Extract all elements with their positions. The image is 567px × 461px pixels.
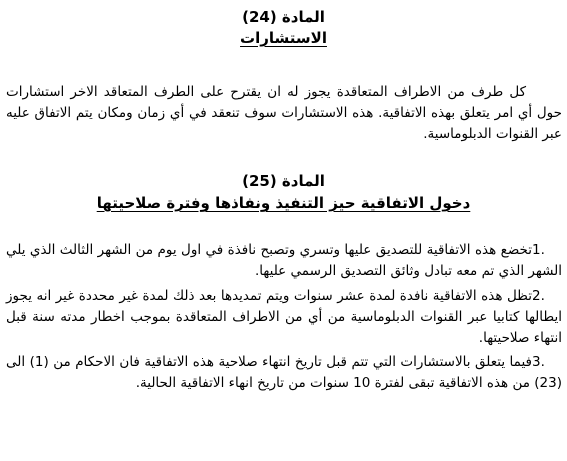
- article-25-item-1: [6, 240, 562, 282]
- item-3-text: فيما يتعلق بالاستشارات التي تتم قبل تاريخ انتهاء صلاحية هذه الاتفاقية فان الاحكام من (1) الى (23) من هذه الاتفاقية تبقى لفترة 10 سنوات من تاريخ انهاء الاتفاقية الحالية.: [6, 354, 562, 391]
- item-3-number: 3.: [532, 354, 545, 370]
- article-24-body-text: كل طرف من الاطراف المتعاقدة يجوز له ان يقترح على الطرف المتعاقد الاخر استشارات حول أي امر يتعلق بهذه الاتفاقية. هذه الاستشارات سوف تنعقد في أي زمان ومكان يتم الاتفاق عليه عبر القنوات الدبلوماسية.: [6, 84, 562, 142]
- item-1-number: 1.: [532, 242, 545, 258]
- item-2-number: 2.: [532, 288, 545, 304]
- article-25-item-2: [6, 286, 562, 349]
- item-2-text: تظل هذه الاتفاقية نافدة لمدة عشر سنوات ويتم تمديدها بعد ذلك لمدة غير محددة غير انه يجوز ايطالها كتابيا عبر القنوات الدبلوماسية من أي من الاطراف المتعاقدة بموجب اخطار مدته سنة قبل انتهاء صلاحيتها.: [6, 288, 562, 346]
- article-25-item-3: [6, 352, 562, 394]
- article-24-title: الاستشارات: [240, 29, 327, 47]
- article-25-title: دخول الاتفاقية حيز التنفيذ ونفاذها وفترة صلاحيتها: [96, 194, 471, 212]
- article-24-number: المادة (24): [242, 8, 325, 26]
- article-24-body: [6, 82, 562, 145]
- article-25-number: المادة (25): [242, 172, 325, 190]
- item-1-text: تخضع هذه الاتفاقية للتصديق عليها وتسري وتصبح نافذة في اول يوم من الشهر الثالث الذي يلي الشهر الذي تم معه تبادل وثائق التصديق الرسمي عليها.: [6, 242, 562, 279]
